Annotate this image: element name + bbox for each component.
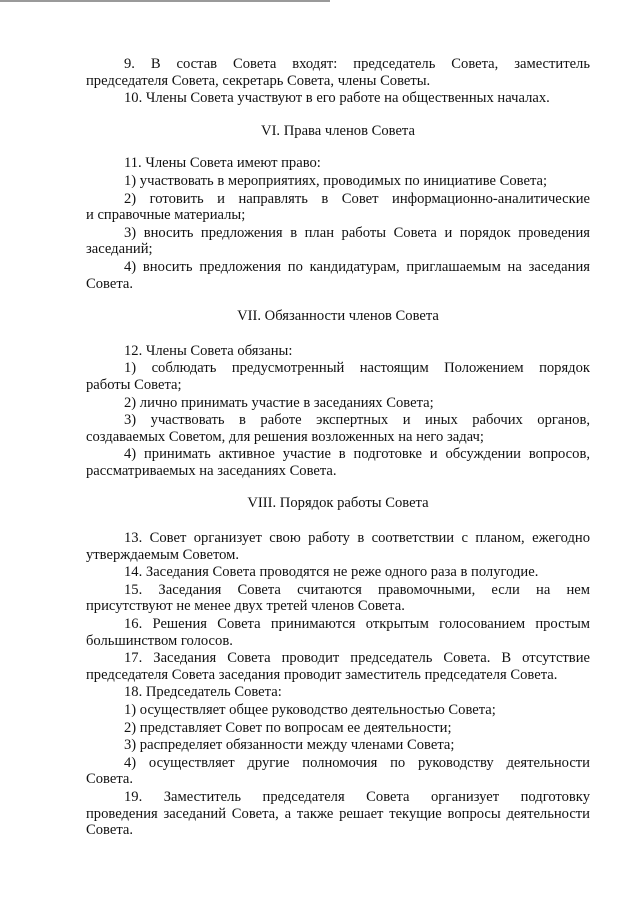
item-12-4-line1: 4) принимать активное участие в подготовке и обсуждении вопросов, xyxy=(124,446,590,463)
item-11-4 xyxy=(86,259,590,276)
item-9-cont xyxy=(86,73,590,90)
item-12-1 xyxy=(86,360,590,377)
item-12-1-line2: работы Совета; xyxy=(86,376,182,393)
item-19-line3: Совета. xyxy=(86,822,133,839)
item-13-cont xyxy=(86,547,590,564)
item-11-4-line1: 4) вносить предложения по кандидатурам, приглашаемым на заседания xyxy=(124,258,590,275)
item-15 xyxy=(86,582,590,599)
item-18-2-text: 2) представляет Совет по вопросам ее деятельности; xyxy=(124,719,452,736)
item-11-2-line1: 2) готовить и направлять в Совет информационно-аналитические xyxy=(124,190,590,207)
item-15-line2: присутствуют не менее двух третей членов Совета. xyxy=(86,598,405,615)
item-10 xyxy=(86,90,590,107)
item-12-3-line2: создаваемых Советом, для решения возложенных на него задач; xyxy=(86,428,484,445)
item-17 xyxy=(86,650,590,667)
item-17-line2: председателя Совета заседания проводит заместитель председателя Совета. xyxy=(86,666,558,683)
top-border-line xyxy=(0,0,330,2)
item-19-cont xyxy=(86,806,590,823)
item-16 xyxy=(86,616,590,633)
item-11-3-line1: 3) вносить предложения в план работы Совета и порядок проведения xyxy=(124,224,590,241)
item-19-line2: проведения заседаний Совета, а также решает текущие вопросы деятельности xyxy=(86,805,590,822)
document-page xyxy=(86,56,590,839)
item-10-text: 10. Члены Совета участвуют в его работе на общественных началах. xyxy=(124,90,550,107)
item-18-3 xyxy=(86,737,590,754)
item-15-line1: 15. Заседания Совета считаются правомочными, если на нем xyxy=(124,581,590,598)
item-11-3 xyxy=(86,225,590,242)
item-11-2-cont xyxy=(86,207,590,224)
item-18-1 xyxy=(86,702,590,719)
item-16-cont xyxy=(86,633,590,650)
item-17-line1: 17. Заседания Совета проводит председатель Совета. В отсутствие xyxy=(124,650,590,667)
item-11 xyxy=(86,155,590,172)
item-12-text: 12. Члены Совета обязаны: xyxy=(124,342,293,359)
item-18-3-text: 3) распределяет обязанности между членами Совета; xyxy=(124,737,455,754)
item-17-cont xyxy=(86,667,590,684)
item-18-1-text: 1) осуществляет общее руководство деятельностью Совета; xyxy=(124,702,496,718)
item-19-cont2 xyxy=(86,822,590,839)
item-11-2 xyxy=(86,191,590,208)
item-18-text: 18. Председатель Совета: xyxy=(124,684,282,701)
item-9 xyxy=(86,56,590,73)
item-13 xyxy=(86,530,590,547)
section-7-heading: VII. Обязанности членов Совета xyxy=(237,308,439,325)
item-11-3-line2: заседаний; xyxy=(86,241,153,258)
item-12-4 xyxy=(86,446,590,463)
item-14 xyxy=(86,564,590,581)
item-11-text: 11. Члены Совета имеют право: xyxy=(124,155,321,172)
item-12-4-line2: рассматриваемых на заседаниях Совета. xyxy=(86,462,337,479)
item-12-3-cont xyxy=(86,429,590,446)
item-18 xyxy=(86,684,590,701)
item-12-2 xyxy=(86,395,590,412)
item-14-text: 14. Заседания Совета проводятся не реже одного раза в полугодие. xyxy=(124,564,539,581)
item-12 xyxy=(86,343,590,360)
item-11-2-line2: и справочные материалы; xyxy=(86,207,246,224)
item-12-1-line1: 1) соблюдать предусмотренный настоящим Положением порядок xyxy=(124,360,590,377)
item-18-4-line2: Совета. xyxy=(86,771,133,788)
item-18-4-cont xyxy=(86,771,590,788)
item-16-line1: 16. Решения Совета принимаются открытым голосованием простым xyxy=(124,616,590,633)
item-16-line2: большинством голосов. xyxy=(86,632,233,649)
item-11-1 xyxy=(86,173,590,190)
item-18-2 xyxy=(86,720,590,737)
item-11-4-line2: Совета. xyxy=(86,275,133,292)
item-12-2-text: 2) лично принимать участие в заседаниях Совета; xyxy=(124,394,434,411)
section-8-heading: VIII. Порядок работы Совета xyxy=(247,495,429,512)
item-12-1-cont xyxy=(86,377,590,394)
item-9-line1: 9. В состав Совета входят: председатель Совета, заместитель xyxy=(124,56,590,72)
item-11-3-cont xyxy=(86,241,590,258)
item-13-line1: 13. Совет организует свою работу в соответствии с планом, ежегодно xyxy=(124,530,590,547)
item-12-3 xyxy=(86,412,590,429)
item-11-1-text: 1) участвовать в мероприятиях, проводимых по инициативе Совета; xyxy=(124,172,548,189)
section-6-heading: VI. Права членов Совета xyxy=(261,122,415,139)
item-18-4-line1: 4) осуществляет другие полномочия по руководству деятельности xyxy=(124,754,590,771)
item-12-3-line1: 3) участвовать в работе экспертных и иных рабочих органов, xyxy=(124,412,590,429)
item-12-4-cont xyxy=(86,463,590,480)
item-19-line1: 19. Заместитель председателя Совета организует подготовку xyxy=(124,788,590,805)
item-18-4 xyxy=(86,755,590,772)
item-19 xyxy=(86,789,590,806)
item-11-4-cont xyxy=(86,276,590,293)
item-15-cont xyxy=(86,598,590,615)
item-9-line2: председателя Совета, секретарь Совета, члены Советы. xyxy=(86,72,431,89)
item-13-line2: утверждаемым Советом. xyxy=(86,546,240,563)
